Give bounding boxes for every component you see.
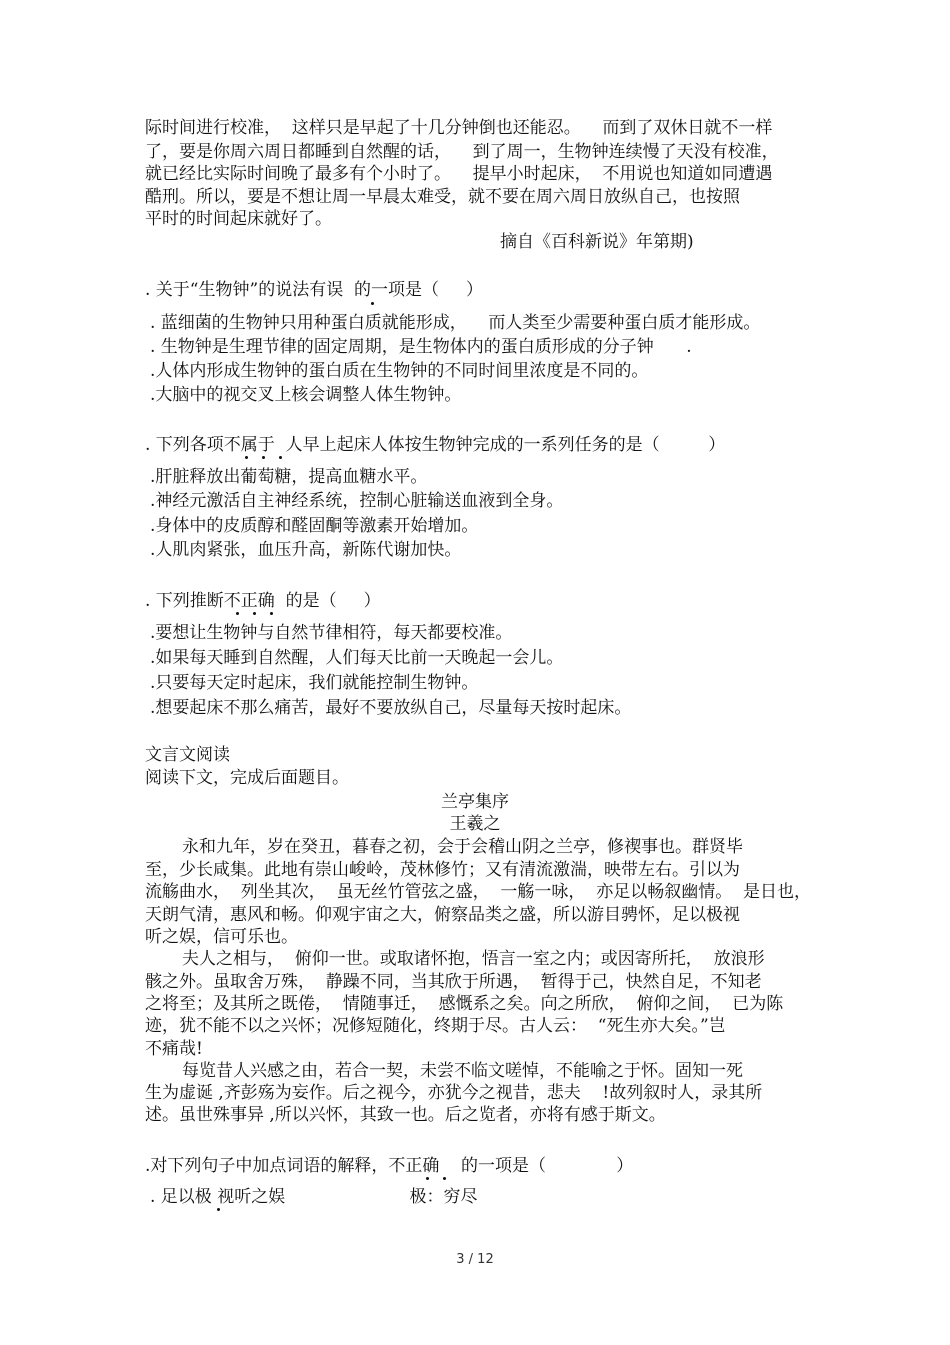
emphasis-dot: [253, 612, 256, 615]
passage-line: 了，要是你周六周日都睡到自然醒的话， 到了周一，生物钟连续慢了天没有校准，: [145, 142, 779, 162]
passage-line: 酷刑。所以，要是不想让周一早晨太难受，就不要在周六周日放纵自己，也按照: [145, 187, 740, 207]
passage-line: 际时间进行校准， 这样只是早起了十几分钟倒也还能忍。 而到了双休日就不一样: [145, 118, 773, 138]
essay-line: 夫人之相与， 俯仰一世。或取诸怀抱，悟言一室之内；或因寄所托， 放浪形: [182, 949, 765, 969]
essay-line: 述。虽世殊事异 ,所以兴怀，其致一也。后之览者，亦将有感于斯文。: [145, 1105, 666, 1125]
essay-title: 兰亭集序: [441, 792, 509, 812]
option-line: .人体内形成生物钟的蛋白质在生物钟的不同时间里浓度是不同的。: [150, 361, 649, 381]
essay-line: 不痛哉!: [145, 1039, 203, 1059]
option-line: .肝脏释放出葡萄糖，提高血糖水平。: [150, 467, 428, 487]
option-line: . 生物钟是生理节律的固定周期，是生物体内的蛋白质形成的分子钟 .: [150, 337, 692, 357]
page-number: 3 / 12: [456, 1252, 494, 1267]
question-stem: .对下列句子中加点词语的解释，不正确 的一项是（ ）: [145, 1156, 634, 1176]
essay-line: 迹，犹不能不以之兴怀；况修短随化，终期于尽。古人云： “死生亦大矣。”岂: [145, 1016, 726, 1036]
emphasis-dot: [245, 456, 248, 459]
question-stem: . 下列推断不正确 的是（ ）: [145, 591, 381, 611]
essay-line: 听之娱，信可乐也。: [145, 927, 298, 947]
section-heading: 文言文阅读: [145, 745, 230, 765]
option-line: .想要起床不那么痛苦，最好不要放纵自己，尽量每天按时起床。: [150, 698, 632, 718]
option-line: .大脑中的视交叉上核会调整人体生物钟。: [150, 385, 462, 405]
question-stem: . 下列各项不属于 人早上起床人体按生物钟完成的一系列任务的是（ ）: [145, 435, 726, 455]
emphasis-dot: [371, 302, 374, 305]
emphasis-dot: [426, 1177, 429, 1180]
question-stem: . 关于“生物钟”的说法有误 的一项是（ ）: [145, 280, 484, 300]
source-attribution: 摘自《百科新说》年第期): [500, 232, 694, 252]
emphasis-dot: [262, 456, 265, 459]
emphasis-dot: [270, 612, 273, 615]
essay-line: 之将至；及其所之既倦， 情随事迁， 感慨系之矣。向之所欣， 俯仰之间， 已为陈: [145, 994, 784, 1014]
option-line: .要想让生物钟与自然节律相符，每天都要校准。: [150, 623, 513, 643]
essay-line: 天朗气清，惠风和畅。仰观宇宙之大，俯察品类之盛，所以游目骋怀，足以极视: [145, 905, 740, 925]
option-line: . 蓝细菌的生物钟只用种蛋白质就能形成， 而人类至少需要种蛋白质才能形成。: [150, 313, 761, 333]
option-line: .如果每天睡到自然醒，人们每天比前一天晚起一会儿。: [150, 648, 564, 668]
emphasis-dot: [443, 1177, 446, 1180]
emphasis-dot: [279, 456, 282, 459]
option-line: .身体中的皮质醇和醛固酮等激素开始增加。: [150, 516, 479, 536]
option-line: .人肌肉紧张，血压升高，新陈代谢加快。: [150, 540, 462, 560]
essay-line: 生为虚诞 ,齐彭殇为妄作。后之视今，亦犹今之视昔，悲夫 !故列叙时人，录其所: [145, 1083, 763, 1103]
option-line: .只要每天定时起床，我们就能控制生物钟。: [150, 673, 479, 693]
section-instruction: 阅读下文，完成后面题目。: [145, 768, 349, 788]
option-line: .神经元激活自主神经系统，控制心脏输送血液到全身。: [150, 491, 564, 511]
passage-line: 平时的时间起床就好了。: [145, 209, 332, 229]
essay-author: 王羲之: [449, 814, 501, 834]
passage-line: 就已经比实际时间晚了最多有个小时了。 提早小时起床， 不用说也知道如同遭遇: [145, 164, 773, 184]
essay-line: 流觞曲水， 列坐其次， 虽无丝竹管弦之盛， 一觞一咏， 亦足以畅叙幽情。 是日也，: [145, 882, 812, 902]
essay-line: 永和九年，岁在癸丑，暮春之初，会于会稽山阴之兰亭，修禊事也。群贤毕: [182, 837, 743, 857]
option-line: . 足以极 视听之娱 极：穷尽: [150, 1187, 478, 1207]
emphasis-dot: [217, 1208, 220, 1211]
essay-line: 每览昔人兴感之由，若合一契，未尝不临文嗟悼，不能喻之于怀。固知一死: [182, 1061, 743, 1081]
emphasis-dot: [236, 612, 239, 615]
essay-line: 骸之外。虽取舍万殊， 静躁不同，当其欣于所遇， 暂得于己，快然自足，不知老: [145, 972, 762, 992]
essay-line: 至，少长咸集。此地有崇山峻岭，茂林修竹；又有清流激湍，映带左右。引以为: [145, 860, 740, 880]
